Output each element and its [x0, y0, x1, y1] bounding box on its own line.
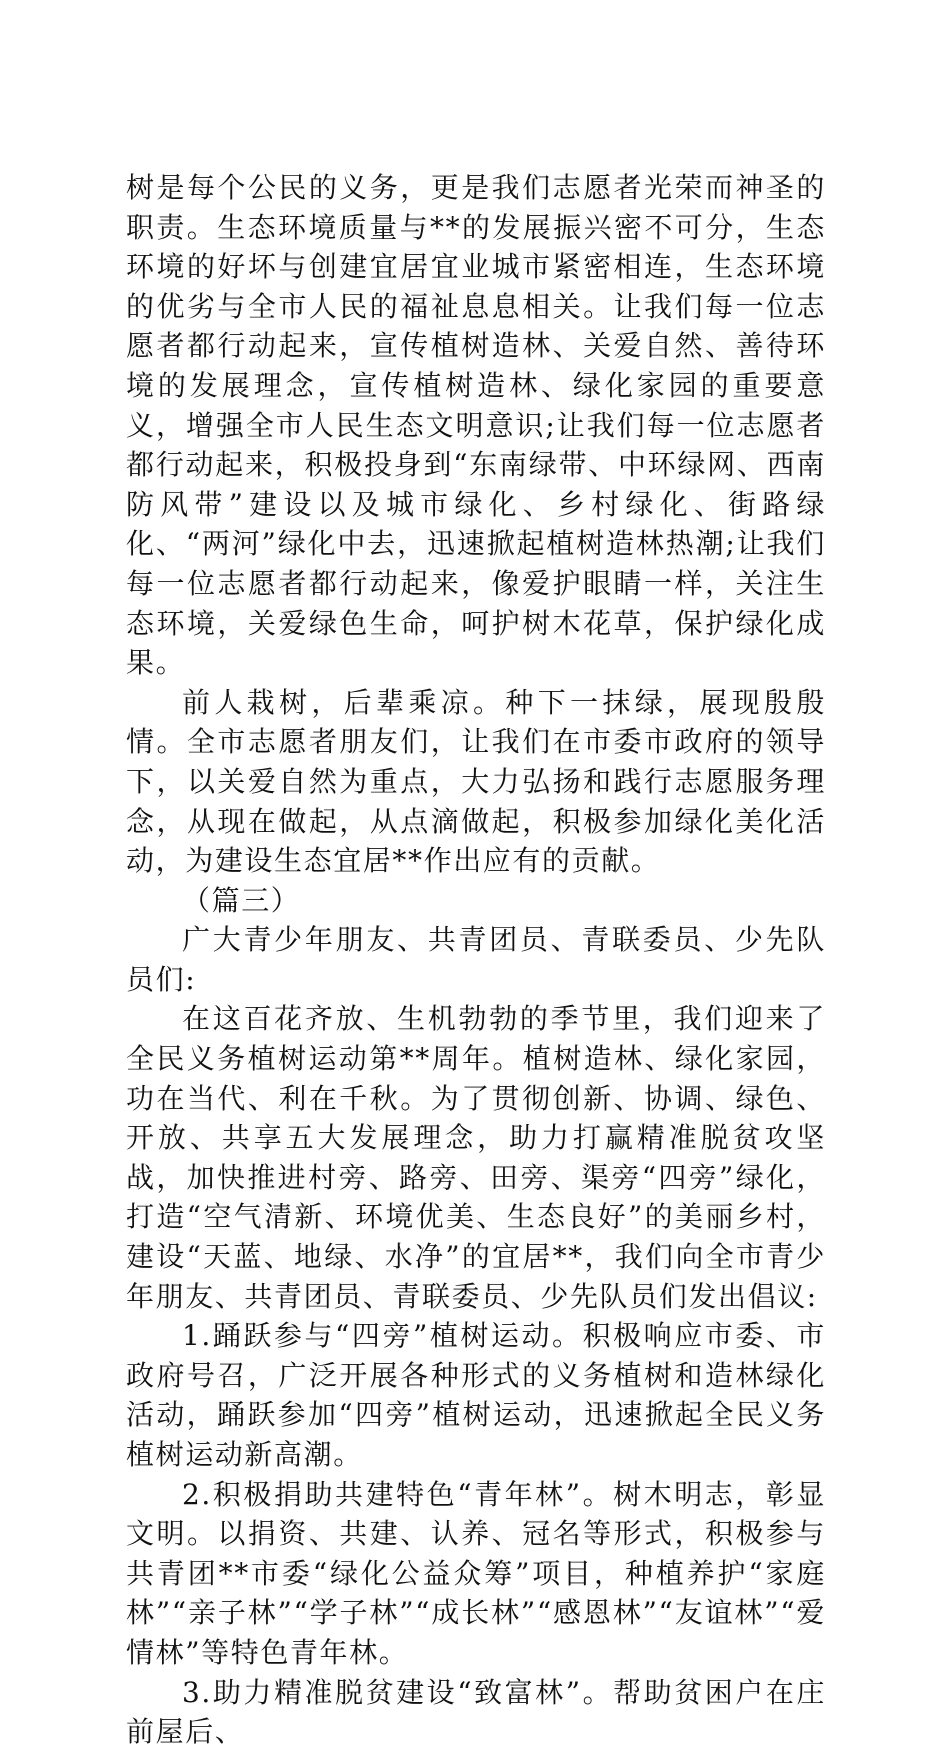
paragraph-closing-call: 前人栽树，后辈乘凉。种下一抹绿，展现殷殷情。全市志愿者朋友们，让我们在市委市政府的领导下，以关爱自然为重点，大力弘扬和践行志愿服务理念，从现在做起，从点滴做起，积极参加绿化美化活动，为建设生态宜居**作出应有的贡献。 — [126, 685, 826, 878]
proposal-item-2: 2.积极捐助共建特色“青年林”。树木明志，彰显文明。以捐资、共建、认养、冠名等形式，积极参与共青团**市委“绿化公益众筹”项目，种植养护“家庭林”“亲子林”“学子林”“成长林”“感恩林”“友谊林”“爱情林”等特色青年林。 — [126, 1477, 826, 1669]
paragraph-continuation: 树是每个公民的义务，更是我们志愿者光荣而神圣的职责。生态环境质量与**的发展振兴密不可分，生态环境的好坏与创建宜居宜业城市紧密相连，生态环境的优劣与全市人民的福祉息息相关。让我们每一位志愿者都行动起来，宣传植树造林、关爱自然、善待环境的发展理念，宣传植树造林、绿化家园的重要意义，增强全市人民生态文明意识;让我们每一位志愿者都行动起来，积极投身到“东南绿带、中环绿网、西南防风带”建设以及城市绿化、乡村绿化、街路绿化、“两河”绿化中去，迅速掀起植树造林热潮;让我们每一位志愿者都行动起来，像爱护眼睛一样，关注生态环境，关爱绿色生命，呵护树木花草，保护绿化成果。 — [126, 171, 826, 680]
section-heading: （篇三） — [182, 883, 301, 917]
salutation: 广大青少年朋友、共青团员、青联委员、少先队员们: — [126, 923, 826, 996]
proposal-item-3: 3.助力精准脱贫建设“致富林”。帮助贫困户在庄前屋后、 — [126, 1675, 826, 1749]
proposal-item-1: 1.踊跃参与“四旁”植树运动。积极响应市委、市政府号召，广泛开展各种形式的义务植树和造林绿化活动，踊跃参加“四旁”植树运动，迅速掀起全民义务植树运动新高潮。 — [126, 1319, 826, 1471]
document-body — [126, 168, 826, 1752]
paragraph-intro: 在这百花齐放、生机勃勃的季节里，我们迎来了全民义务植树运动第**周年。植树造林、绿化家园，功在当代、利在千秋。为了贯彻创新、协调、绿色、开放、共享五大发展理念，助力打赢精准脱贫攻坚战，加快推进村旁、路旁、田旁、渠旁“四旁”绿化，打造“空气清新、环境优美、生态良好”的美丽乡村，建设“天蓝、地绿、水净”的宜居**，我们向全市青少年朋友、共青团员、青联委员、少先队员们发出倡议: — [126, 1002, 826, 1313]
